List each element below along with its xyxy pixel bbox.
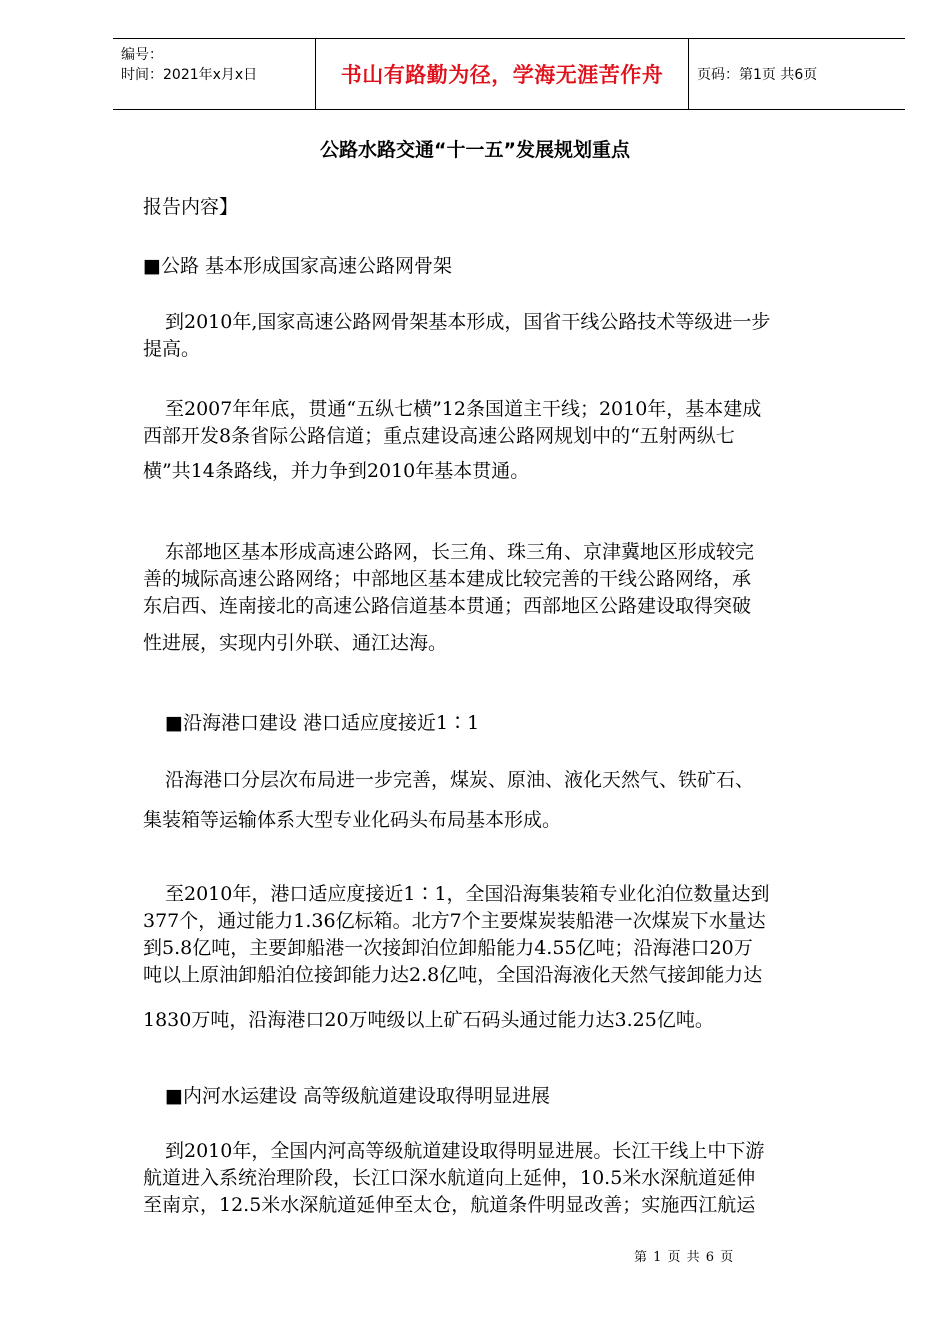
motto: 书山有路勤为径，学海无涯苦作舟 [315, 39, 689, 109]
report-label: 报告内容】 [143, 196, 239, 218]
header-table [113, 38, 905, 110]
page-footer: 第 1 页 共 6 页 [634, 1250, 735, 1265]
header-meta [113, 39, 315, 109]
paragraph-2 [143, 396, 883, 485]
paragraph-line: 提高。 [143, 338, 201, 360]
paragraph-line: 吨以上原油卸船泊位接卸能力达2.8亿吨，全国沿海液化天然气接卸能力达 [143, 964, 763, 986]
paragraph-5 [143, 881, 883, 1034]
time-label: 时间：2021年x月x日 [121, 67, 258, 83]
paragraph-line: 性进展，实现内引外联、通江达海。 [143, 632, 448, 654]
paragraph-line: 横”共14条路线，并力争到2010年基本贯通。 [143, 460, 530, 482]
paragraph-3 [143, 539, 883, 657]
paragraph-line: 1830万吨，沿海港口20万吨级以上矿石码头通过能力达3.25亿吨。 [143, 1009, 714, 1031]
paragraph-line: 至南京，12.5米水深航道延伸至太仓，航道条件明显改善；实施西江航运 [143, 1194, 756, 1216]
paragraph-line: 航道进入系统治理阶段，长江口深水航道向上延伸，10.5米水深航道延伸 [143, 1167, 756, 1189]
paragraph-6 [143, 1138, 883, 1219]
document-title: 公路水路交通“十一五”发展规划重点 [320, 139, 630, 161]
paragraph-line: 到2010年,国家高速公路网骨架基本形成，国省干线公路技术等级进一步 [165, 311, 771, 333]
section-heading-highway: ■公路 基本形成国家高速公路网骨架 [143, 255, 452, 277]
paragraph-1 [143, 309, 883, 363]
paragraph-4 [143, 767, 883, 834]
paragraph-line: 东启西、连南接北的高速公路信道基本贯通；西部地区公路建设取得突破 [143, 595, 752, 617]
paragraph-line: 至2010年，港口适应度接近1∶1，全国沿海集装箱专业化泊位数量达到 [165, 883, 770, 905]
paragraph-line: 集装箱等运输体系大型专业化码头布局基本形成。 [143, 809, 562, 831]
paragraph-line: 377个，通过能力1.36亿标箱。北方7个主要煤炭装船港一次煤炭下水量达 [143, 910, 766, 932]
paragraph-line: 西部开发8条省际公路信道；重点建设高速公路网规划中的“五射两纵七 [143, 425, 735, 447]
paragraph-line: 沿海港口分层次布局进一步完善，煤炭、原油、液化天然气、铁矿石、 [165, 769, 755, 791]
section-heading-coastal-ports: ■沿海港口建设 港口适应度接近1∶1 [165, 712, 480, 734]
number-label: 编号： [121, 47, 163, 63]
paragraph-line: 至2007年年底，贯通“五纵七横”12条国道主干线；2010年，基本建成 [165, 398, 762, 420]
section-heading-inland-waterway: ■内河水运建设 高等级航道建设取得明显进展 [165, 1085, 550, 1107]
paragraph-line: 到2010年，全国内河高等级航道建设取得明显进展。长江干线上中下游 [165, 1140, 765, 1162]
paragraph-line: 善的城际高速公路网络；中部地区基本建成比较完善的干线公路网络，承 [143, 568, 752, 590]
paragraph-line: 东部地区基本形成高速公路网，长三角、珠三角、京津冀地区形成较完 [165, 541, 755, 563]
page-info: 页码：第1页 共6页 [697, 67, 818, 83]
paragraph-line: 到5.8亿吨，主要卸船港一次接卸泊位卸船能力4.55亿吨；沿海港口20万 [143, 937, 753, 959]
